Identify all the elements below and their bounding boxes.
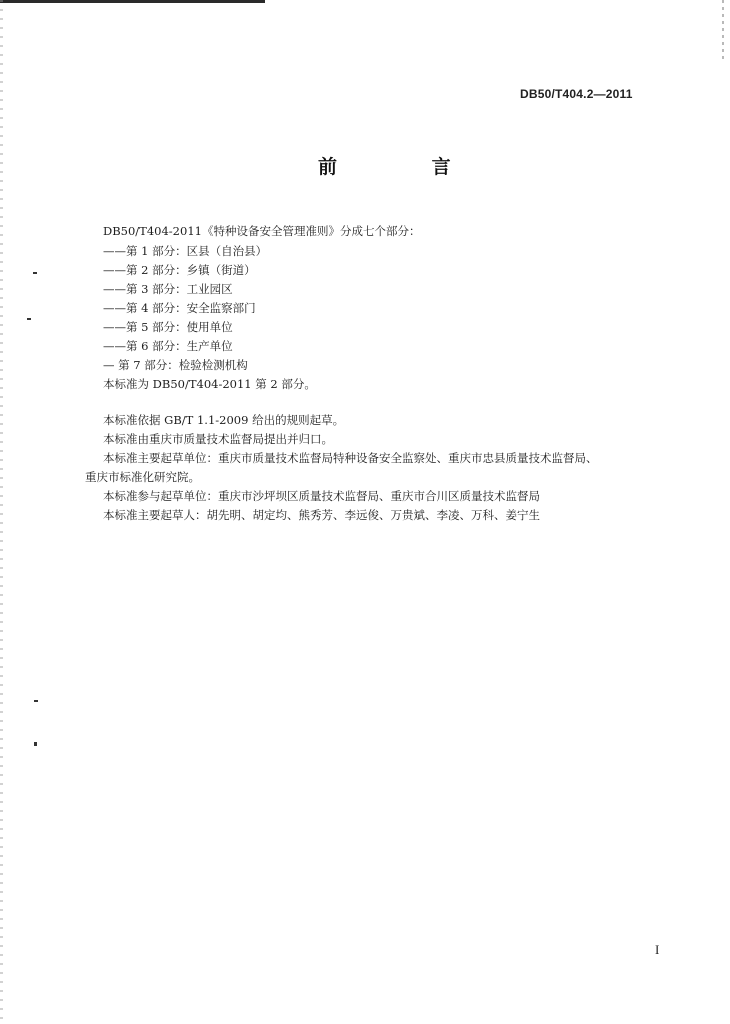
scan-edge-right	[722, 0, 724, 60]
part-item: ——第 6 部分：生产单位	[103, 339, 233, 353]
scan-speck	[34, 742, 37, 746]
part-item: ——第 4 部分：安全监察部门	[103, 301, 256, 315]
part-item: ——第 1 部分：区县（自治县）	[103, 244, 268, 258]
document-code: DB50/T404.2—2011	[520, 87, 633, 101]
scan-edge-top	[0, 0, 265, 3]
part-item: ——第 5 部分：使用单位	[103, 320, 233, 334]
rules-paragraph: 本标准依据 GB/T 1.1-2009 给出的规则起草。	[103, 413, 345, 427]
drafting-units-line1: 本标准主要起草单位：重庆市质量技术监督局特种设备安全监察处、重庆市忠县质量技术监督局、	[103, 451, 598, 465]
main-drafters-paragraph: 本标准主要起草人：胡先明、胡定均、熊秀芳、李远俊、万贵斌、李凌、万科、姜宁生	[103, 508, 540, 522]
part-item: ——第 3 部分：工业园区	[103, 282, 233, 296]
part-statement: 本标准为 DB50/T404-2011 第 2 部分。	[103, 377, 316, 391]
intro-line: DB50/T404-2011《特种设备安全管理准则》分成七个部分：	[103, 224, 421, 238]
drafting-units-line2: 重庆市标准化研究院。	[85, 470, 200, 484]
page-title: 前 言	[318, 156, 495, 178]
part-item: ——第 2 部分：乡镇（街道）	[103, 263, 256, 277]
scan-speck	[33, 272, 37, 274]
scan-speck	[34, 700, 38, 702]
part-item: — 第 7 部分：检验检测机构	[103, 358, 248, 372]
scan-speck	[27, 318, 31, 320]
proposer-paragraph: 本标准由重庆市质量技术监督局提出并归口。	[103, 432, 333, 446]
participating-units-paragraph: 本标准参与起草单位：重庆市沙坪坝区质量技术监督局、重庆市合川区质量技术监督局	[103, 489, 540, 503]
page-number: I	[655, 942, 660, 957]
scan-edge-left	[0, 0, 3, 1024]
